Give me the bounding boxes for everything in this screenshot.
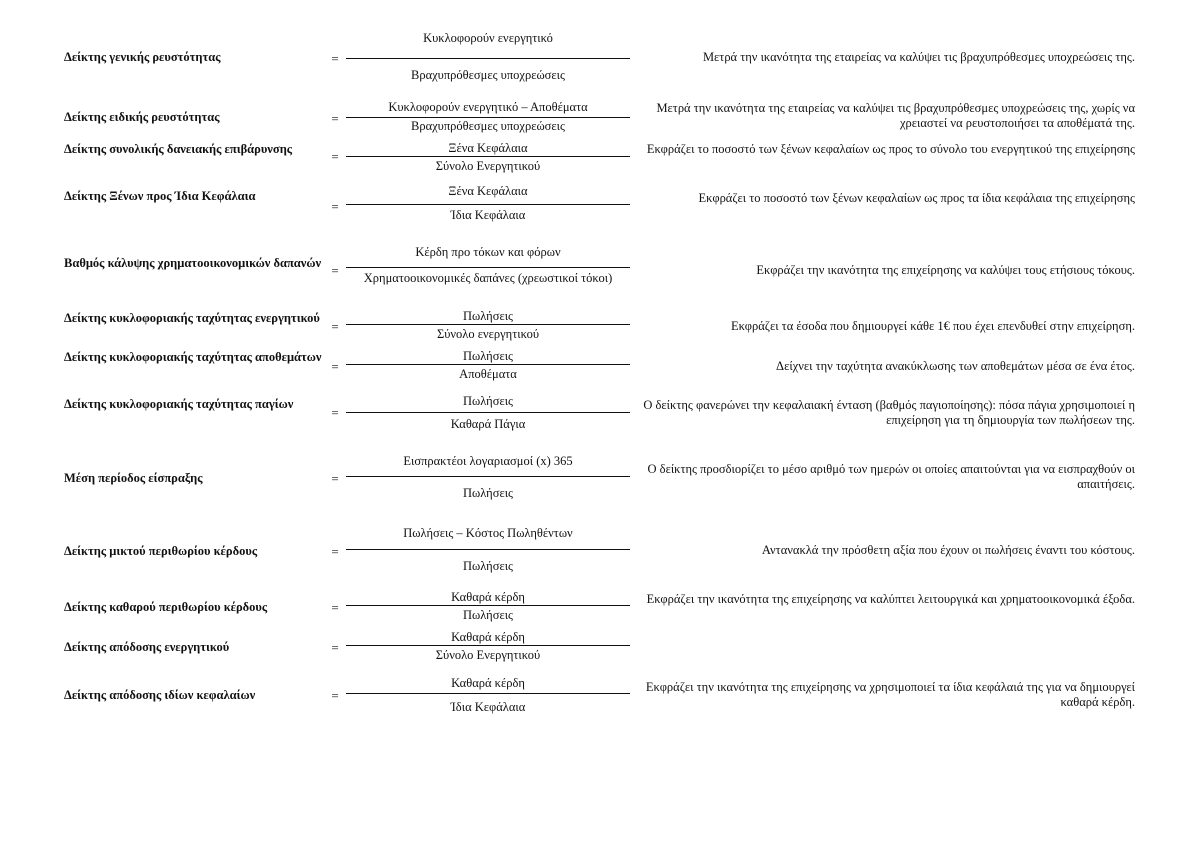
fraction-bar — [346, 267, 630, 268]
equals-sign: = — [331, 600, 339, 615]
denominator: Αποθέματα — [459, 367, 517, 381]
denominator: Ίδια Κεφάλαια — [450, 700, 526, 714]
equals-sign: = — [331, 471, 339, 486]
fraction-bar — [346, 58, 630, 59]
equals-sign: = — [331, 319, 339, 334]
denominator: Βραχυπρόθεσμες υποχρεώσεις — [411, 68, 565, 82]
numerator: Καθαρά κέρδη — [451, 676, 525, 690]
ratio-description: Εκφράζει την ικανότητα της επιχείρησης να χρησιμοποιεί τα ίδια κεφάλαιά της για να δημιουργεί καθαρά κέρδη. — [645, 680, 1135, 709]
equals-sign: = — [331, 359, 339, 374]
ratio-name: Δείκτης απόδοσης ιδίων κεφαλαίων — [64, 688, 256, 702]
equals-sign: = — [331, 263, 339, 278]
ratio-name: Δείκτης απόδοσης ενεργητικού — [64, 640, 230, 654]
equals-sign: = — [331, 111, 339, 126]
ratio-name: Δείκτης μικτού περιθωρίου κέρδους — [64, 544, 258, 558]
denominator: Πωλήσεις — [462, 608, 514, 622]
equals-sign: = — [331, 544, 339, 559]
equals-sign: = — [331, 688, 339, 703]
ratio-description: Εκφράζει την ικανότητα της επιχείρησης να καλύψει τους ετήσιους τόκους. — [756, 263, 1135, 277]
fraction-bar — [346, 693, 630, 694]
fraction-bar — [346, 605, 630, 606]
equals-sign: = — [331, 149, 339, 164]
denominator: Καθαρά Πάγια — [450, 417, 526, 431]
fraction-bar — [346, 476, 630, 477]
denominator: Πωλήσεις — [462, 559, 514, 573]
numerator: Πωλήσεις — [462, 349, 514, 363]
ratio-name: Δείκτης γενικής ρευστότητας — [64, 50, 221, 64]
denominator: Σύνολο Ενεργητικού — [435, 159, 541, 173]
numerator: Ξένα Κεφάλαια — [448, 141, 528, 155]
ratio-description: Εκφράζει το ποσοστό των ξένων κεφαλαίων ως προς τα ίδια κεφάλαια της επιχείρησης — [698, 191, 1135, 205]
ratio-name: Δείκτης συνολικής δανειακής επιβάρυνσης — [64, 142, 293, 156]
ratio-description: Εκφράζει την ικανότητα της επιχείρησης να καλύπτει λειτουργικά και χρηματοοικονομικά έξοδα. — [646, 592, 1135, 606]
ratio-name: Δείκτης κυκλοφοριακής ταχύτητας αποθεμάτων — [64, 350, 322, 364]
ratio-name: Δείκτης κυκλοφοριακής ταχύτητας παγίων — [64, 397, 294, 411]
fraction-bar — [346, 412, 630, 413]
numerator: Κυκλοφορούν ενεργητικό – Αποθέματα — [388, 100, 588, 114]
fraction-bar — [346, 549, 630, 550]
ratio-description: Ο δείκτης φανερώνει την κεφαλαιακή ένταση (βαθμός παγιοποίησης): πόσα πάγια χρησιμοποιεί η επιχείρηση για τη δημιουργία των πωλήσεων της. — [643, 398, 1135, 427]
equals-sign: = — [331, 199, 339, 214]
denominator: Σύνολο ενεργητικού — [436, 327, 540, 341]
ratio-name: Δείκτης κυκλοφοριακής ταχύτητας ενεργητικού — [64, 311, 320, 325]
ratio-description: Αντανακλά την πρόσθετη αξία που έχουν οι πωλήσεις έναντι του κόστους. — [761, 543, 1135, 557]
ratio-description: Ο δείκτης προσδιορίζει το μέσο αριθμό των ημερών οι οποίες απαιτούνται για να εισπραχθούν οι απαιτήσεις. — [647, 462, 1135, 491]
ratio-name: Βαθμός κάλυψης χρηματοοικονομικών δαπανών — [64, 256, 322, 270]
numerator: Πωλήσεις — [462, 394, 514, 408]
numerator: Κέρδη προ τόκων και φόρων — [415, 245, 561, 259]
ratio-description: Εκφράζει το ποσοστό των ξένων κεφαλαίων ως προς το σύνολο του ενεργητικού της επιχείρησης — [646, 142, 1135, 156]
fraction-bar — [346, 117, 630, 118]
ratio-name: Μέση περίοδος είσπραξης — [64, 471, 203, 485]
equals-sign: = — [331, 51, 339, 66]
numerator: Πωλήσεις – Κόστος Πωληθέντων — [403, 526, 573, 540]
denominator: Σύνολο Ενεργητικού — [435, 648, 541, 662]
numerator: Ξένα Κεφάλαια — [448, 184, 528, 198]
numerator: Πωλήσεις — [462, 309, 514, 323]
ratio-name: Δείκτης Ξένων προς Ίδια Κεφάλαια — [64, 189, 256, 203]
ratio-name: Δείκτης καθαρού περιθωρίου κέρδους — [64, 600, 268, 614]
numerator: Εισπρακτέοι λογαριασμοί (x) 365 — [403, 454, 573, 468]
denominator: Βραχυπρόθεσμες υποχρεώσεις — [411, 119, 565, 133]
ratio-description: Εκφράζει τα έσοδα που δημιουργεί κάθε 1€ που έχει επενδυθεί στην επιχείρηση. — [730, 319, 1135, 333]
equals-sign: = — [331, 640, 339, 655]
fraction-bar — [346, 324, 630, 325]
denominator: Ίδια Κεφάλαια — [450, 208, 526, 222]
fraction-bar — [346, 364, 630, 365]
ratio-description: Μετρά την ικανότητα της εταιρείας να καλύψει τις βραχυπρόθεσμες υποχρεώσεις της. — [702, 50, 1135, 64]
fraction-bar — [346, 156, 630, 157]
denominator: Πωλήσεις — [462, 486, 514, 500]
ratio-description: Μετρά την ικανότητα της εταιρείας να καλύψει τις βραχυπρόθεσμες υποχρεώσεις της, χωρίς να χρειαστεί να ρευστοποιήσει τα αποθέματά της. — [656, 101, 1135, 130]
numerator: Καθαρά κέρδη — [451, 590, 525, 604]
equals-sign: = — [331, 405, 339, 420]
fraction-bar — [346, 645, 630, 646]
denominator: Χρηματοοικονομικές δαπάνες (χρεωστικοί τόκοι) — [363, 271, 613, 285]
fraction-bar — [346, 204, 630, 205]
numerator: Κυκλοφορούν ενεργητικό — [423, 31, 553, 45]
ratio-name: Δείκτης ειδικής ρευστότητας — [64, 110, 220, 124]
numerator: Καθαρά κέρδη — [451, 630, 525, 644]
ratio-description: Δείχνει την ταχύτητα ανακύκλωσης των αποθεμάτων μέσα σε ένα έτος. — [776, 359, 1135, 373]
